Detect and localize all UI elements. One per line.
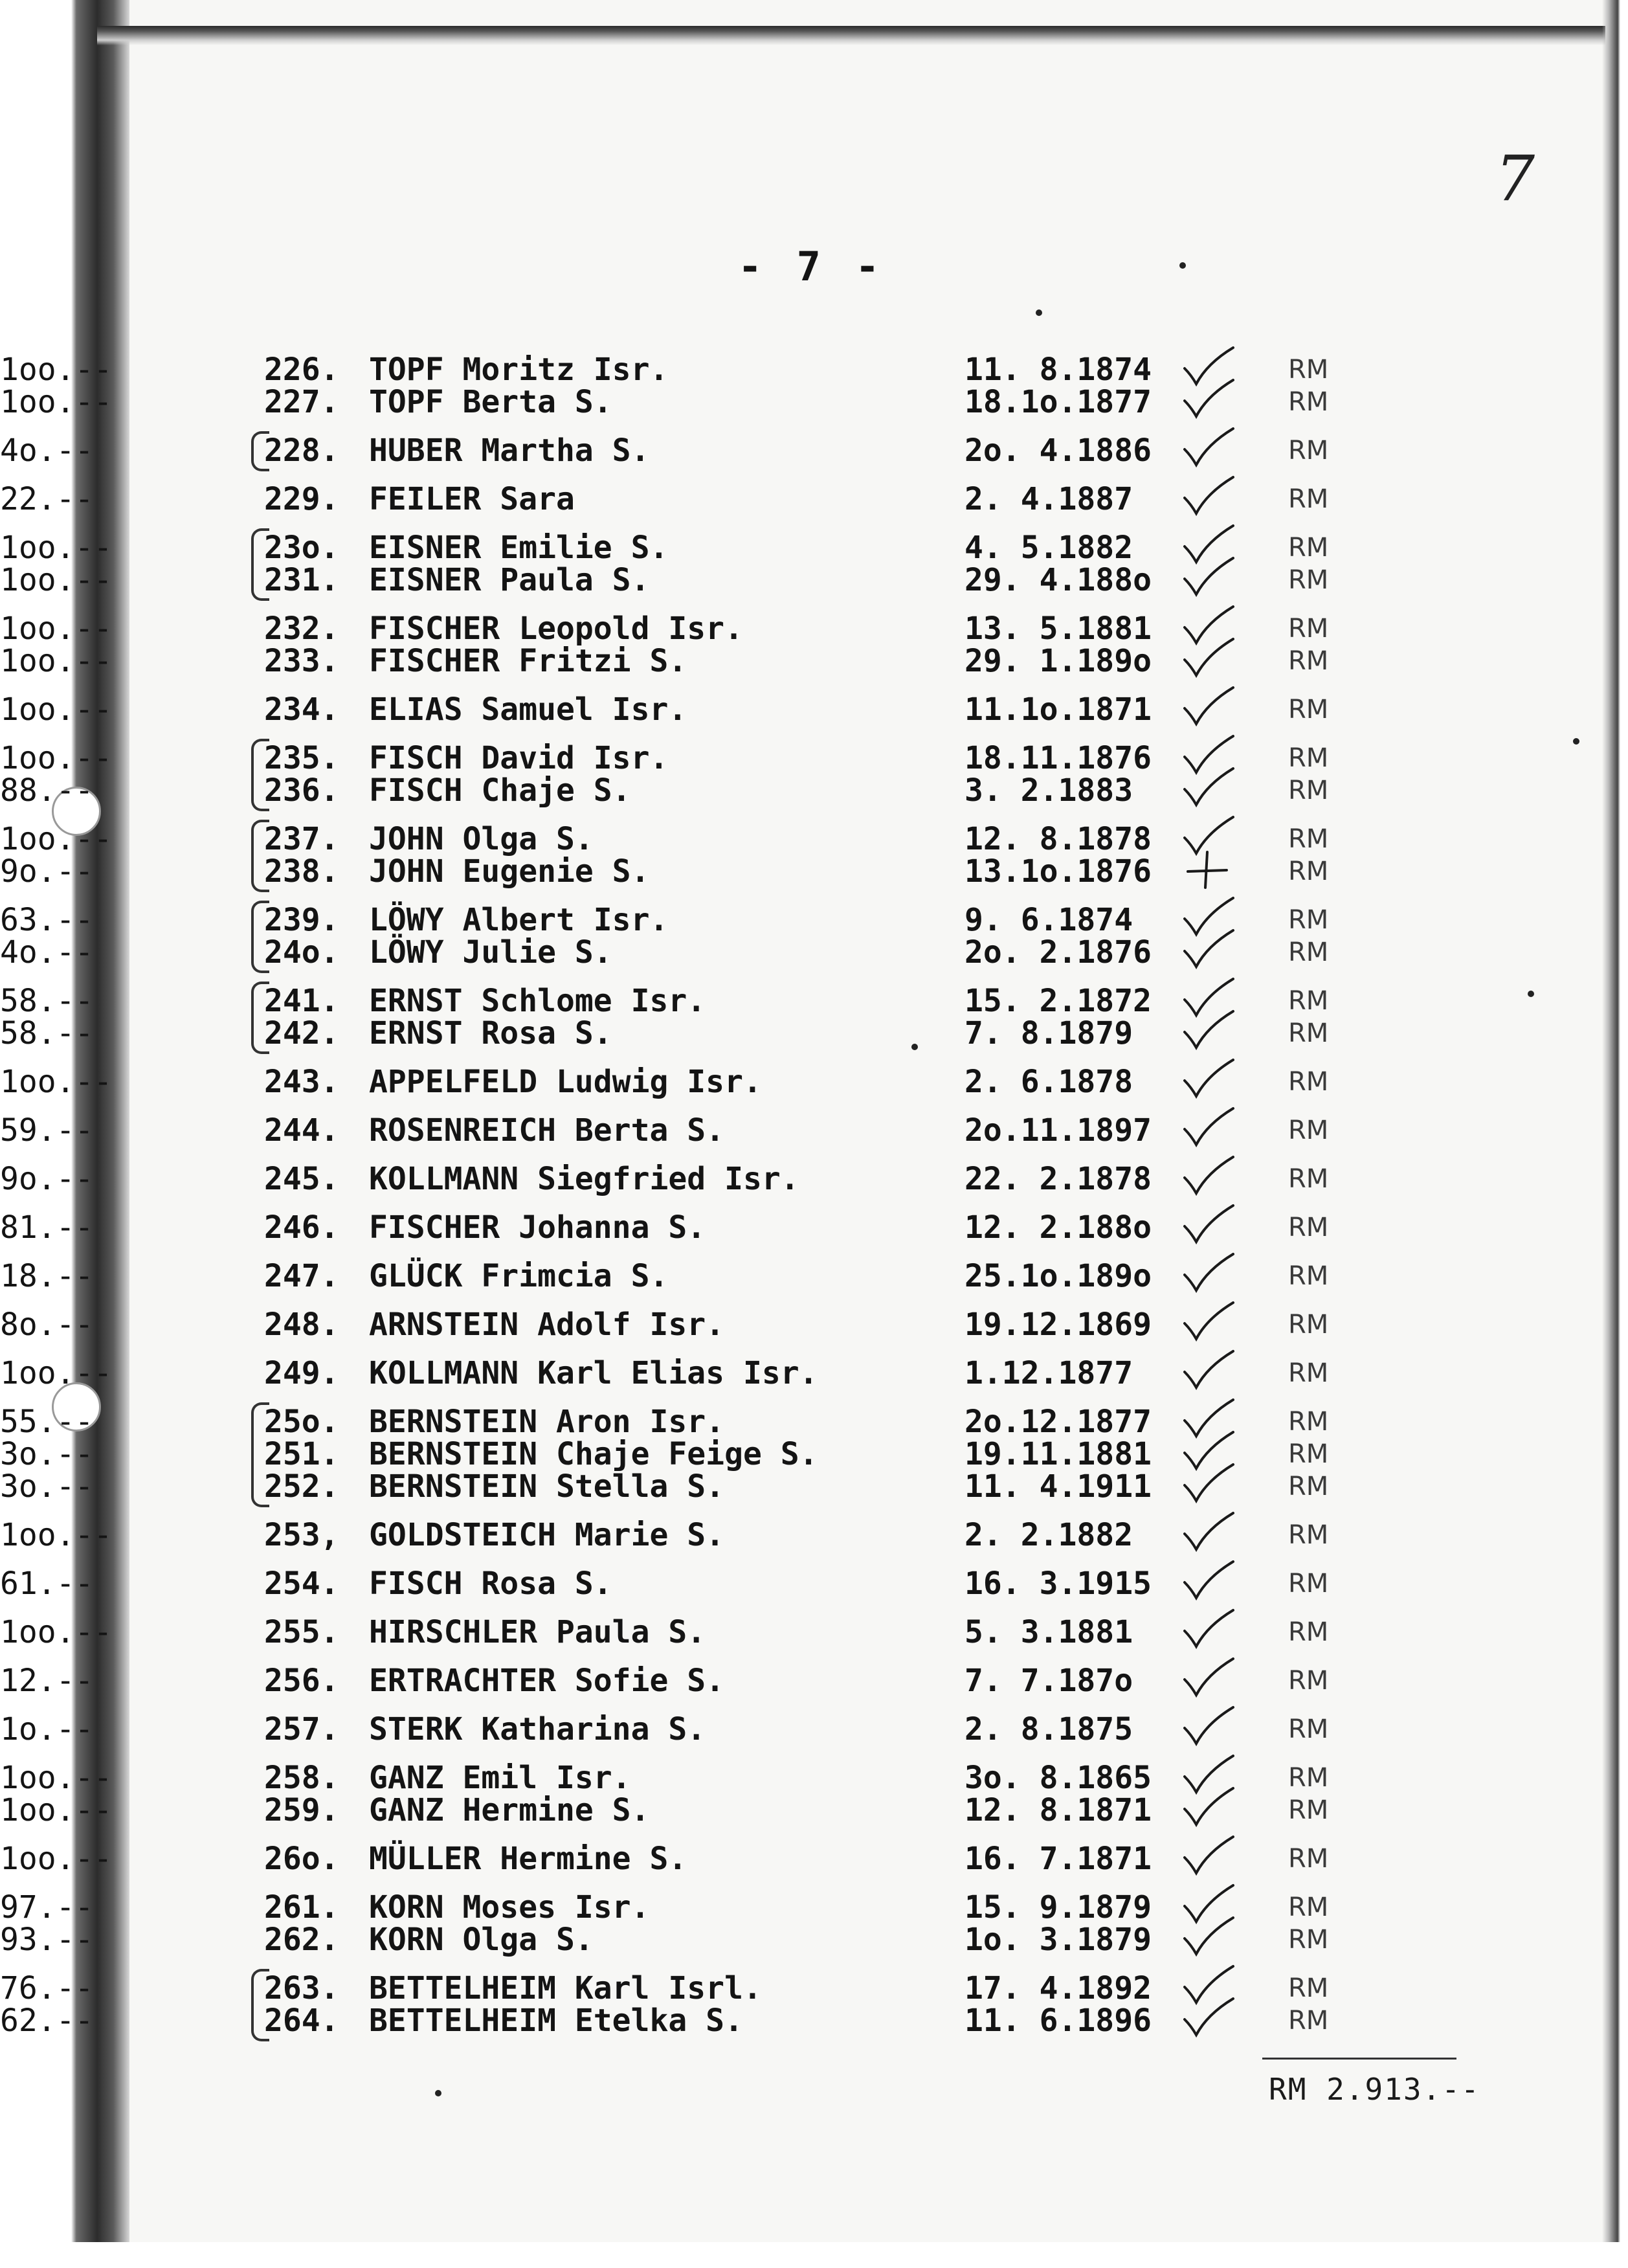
entry-amount: 12.-- xyxy=(0,1663,94,1699)
entry-number: 235. xyxy=(264,740,339,776)
entry-birth-date: 12. 8.1878 xyxy=(965,821,1152,857)
entry-birth-date: 25.1o.189o xyxy=(965,1258,1152,1294)
entry-birth-date: 29. 4.188o xyxy=(965,562,1152,598)
list-item xyxy=(0,385,1628,419)
handwritten-check-icon xyxy=(1178,1250,1236,1296)
entry-name: KORN Moses Isr. xyxy=(369,1889,650,1926)
entry-currency: RM xyxy=(1288,436,1329,466)
list-item xyxy=(0,1211,1628,1244)
list-item xyxy=(0,531,1628,565)
entry-currency: RM xyxy=(1288,1164,1329,1194)
list-item xyxy=(0,822,1628,856)
entry-name: GANZ Emil Isr. xyxy=(369,1760,631,1796)
list-item xyxy=(0,353,1628,387)
entry-name: ERNST Rosa S. xyxy=(369,1015,612,1051)
entry-amount: 1oo.-- xyxy=(0,1614,113,1650)
entry-name: KOLLMANN Siegfried Isr. xyxy=(369,1161,799,1197)
handwritten-check-icon xyxy=(1178,1007,1236,1053)
entry-amount: 1oo.-- xyxy=(0,384,113,420)
list-item xyxy=(0,1437,1628,1471)
handwritten-check-icon xyxy=(1178,635,1236,680)
entry-number: 232. xyxy=(264,611,339,647)
handwritten-check-icon xyxy=(1178,1461,1236,1506)
list-item xyxy=(0,855,1628,888)
entry-amount: 9o.-- xyxy=(0,1161,94,1197)
entry-currency: RM xyxy=(1288,938,1329,967)
handwritten-check-icon xyxy=(1178,425,1236,470)
list-item xyxy=(0,1162,1628,1196)
sum-line xyxy=(1262,2058,1456,2060)
handwritten-check-icon xyxy=(1178,1509,1236,1555)
entry-name: FISCH Rosa S. xyxy=(369,1566,612,1602)
entry-amount: 55.-- xyxy=(0,1404,94,1440)
entry-number: 236. xyxy=(264,772,339,809)
entry-amount: 1oo.-- xyxy=(0,611,113,647)
handwritten-check-icon xyxy=(1178,1703,1236,1749)
list-item xyxy=(0,1664,1628,1698)
list-item xyxy=(0,741,1628,775)
entry-name: HIRSCHLER Paula S. xyxy=(369,1614,706,1650)
entry-amount: 1oo.-- xyxy=(0,1760,113,1796)
entry-birth-date: 11. 6.1896 xyxy=(965,2003,1152,2039)
entry-name: STERK Katharina S. xyxy=(369,1711,706,1747)
entry-birth-date: 29. 1.189o xyxy=(965,643,1152,679)
entry-birth-date: 13.1o.1876 xyxy=(965,853,1152,890)
entry-birth-date: 12. 8.1871 xyxy=(965,1792,1152,1828)
entry-currency: RM xyxy=(1288,2006,1329,2036)
entry-number: 25o. xyxy=(264,1404,339,1440)
entry-birth-date: 11. 8.1874 xyxy=(965,352,1152,388)
entry-currency: RM xyxy=(1288,355,1329,385)
entry-amount: 1oo.-- xyxy=(0,562,113,598)
entry-name: KOLLMANN Karl Elias Isr. xyxy=(369,1355,818,1391)
top-edge-shadow xyxy=(97,26,1605,45)
entry-amount: 1oo.-- xyxy=(0,821,113,857)
handwritten-check-icon xyxy=(1178,1784,1236,1830)
list-item xyxy=(0,1923,1628,1957)
list-item xyxy=(0,434,1628,467)
page-number: - 7 - xyxy=(738,243,885,290)
list-item xyxy=(0,1615,1628,1649)
entry-number: 256. xyxy=(264,1663,339,1699)
entry-number: 226. xyxy=(264,352,339,388)
entry-birth-date: 16. 3.1915 xyxy=(965,1566,1152,1602)
entry-currency: RM xyxy=(1288,1714,1329,1744)
entry-amount: 76.-- xyxy=(0,1970,94,2006)
entry-name: BETTELHEIM Karl Isrl. xyxy=(369,1970,762,2006)
entry-number: 248. xyxy=(264,1307,339,1343)
entry-number: 255. xyxy=(264,1614,339,1650)
handwritten-bracket xyxy=(251,528,269,601)
entry-birth-date: 1o. 3.1879 xyxy=(965,1922,1152,1958)
entry-currency: RM xyxy=(1288,1795,1329,1825)
list-item xyxy=(0,1356,1628,1390)
list-item xyxy=(0,2004,1628,2038)
entry-number: 245. xyxy=(264,1161,339,1197)
handwritten-check-icon xyxy=(1178,765,1236,810)
entry-name: TOPF Moritz Isr. xyxy=(369,352,669,388)
entry-amount: 8o.-- xyxy=(0,1307,94,1343)
handwritten-bracket xyxy=(251,431,269,471)
list-item xyxy=(0,1712,1628,1746)
entry-birth-date: 5. 3.1881 xyxy=(965,1614,1133,1650)
entry-number: 247. xyxy=(264,1258,339,1294)
handwritten-bracket xyxy=(251,901,269,973)
entry-amount: 3o.-- xyxy=(0,1468,94,1505)
handwritten-check-icon xyxy=(1178,684,1236,729)
list-item xyxy=(0,693,1628,726)
entry-birth-date: 17. 4.1892 xyxy=(965,1970,1152,2006)
entry-number: 238. xyxy=(264,853,339,890)
ink-speck xyxy=(435,2090,441,2096)
entry-currency: RM xyxy=(1288,533,1329,563)
entry-name: ELIAS Samuel Isr. xyxy=(369,691,687,728)
entry-name: TOPF Berta S. xyxy=(369,384,612,420)
entry-name: JOHN Olga S. xyxy=(369,821,594,857)
entry-name: BETTELHEIM Etelka S. xyxy=(369,2003,743,2039)
entry-currency: RM xyxy=(1288,743,1329,773)
ink-speck xyxy=(1036,309,1042,316)
list-item xyxy=(0,1470,1628,1503)
list-item xyxy=(0,1016,1628,1050)
entry-currency: RM xyxy=(1288,1472,1329,1501)
entry-name: JOHN Eugenie S. xyxy=(369,853,650,890)
entry-amount: 4o.-- xyxy=(0,432,94,469)
entry-birth-date: 19.12.1869 xyxy=(965,1307,1152,1343)
entry-birth-date: 2. 8.1875 xyxy=(965,1711,1133,1747)
entry-number: 252. xyxy=(264,1468,339,1505)
entry-birth-date: 2. 4.1887 xyxy=(965,481,1133,517)
list-item xyxy=(0,936,1628,969)
entry-amount: 1oo.-- xyxy=(0,530,113,566)
entry-amount: 4o.-- xyxy=(0,934,94,971)
entry-currency: RM xyxy=(1288,1892,1329,1922)
entry-amount: 1oo.-- xyxy=(0,1064,113,1100)
bottom-edge xyxy=(0,2242,1628,2268)
handwritten-check-icon xyxy=(1178,473,1236,519)
entry-name: KORN Olga S. xyxy=(369,1922,594,1958)
handwritten-bracket xyxy=(251,739,269,811)
entry-birth-date: 11. 4.1911 xyxy=(965,1468,1152,1505)
entry-birth-date: 2. 2.1882 xyxy=(965,1517,1133,1553)
handwritten-check-icon xyxy=(1178,1995,1236,2040)
entry-currency: RM xyxy=(1288,1520,1329,1550)
list-item xyxy=(0,984,1628,1018)
entry-birth-date: 12. 2.188o xyxy=(965,1209,1152,1246)
entry-amount: 59.-- xyxy=(0,1112,94,1149)
entry-name: LÖWY Julie S. xyxy=(369,934,612,971)
entry-name: FEILER Sara xyxy=(369,481,575,517)
handwritten-check-icon xyxy=(1178,1558,1236,1603)
entry-number: 249. xyxy=(264,1355,339,1391)
entry-number: 264. xyxy=(264,2003,339,2039)
entry-currency: RM xyxy=(1288,1407,1329,1437)
entry-currency: RM xyxy=(1288,824,1329,854)
entry-name: FISCHER Johanna S. xyxy=(369,1209,706,1246)
list-item xyxy=(0,482,1628,516)
entry-birth-date: 2o.11.1897 xyxy=(965,1112,1152,1149)
handwritten-bracket xyxy=(251,982,269,1054)
list-item xyxy=(0,1259,1628,1293)
entry-birth-date: 1.12.1877 xyxy=(965,1355,1133,1391)
list-item xyxy=(0,563,1628,597)
entry-number: 253, xyxy=(264,1517,339,1553)
entry-number: 257. xyxy=(264,1711,339,1747)
entry-amount: 97.-- xyxy=(0,1889,94,1926)
entry-number: 259. xyxy=(264,1792,339,1828)
entry-name: BERNSTEIN Aron Isr. xyxy=(369,1404,725,1440)
entry-amount: 18.-- xyxy=(0,1258,94,1294)
entry-birth-date: 13. 5.1881 xyxy=(965,611,1152,647)
entry-currency: RM xyxy=(1288,1116,1329,1145)
entry-name: ROSENREICH Berta S. xyxy=(369,1112,725,1149)
entry-currency: RM xyxy=(1288,1067,1329,1097)
entry-number: 258. xyxy=(264,1760,339,1796)
entry-amount: 1oo.-- xyxy=(0,1841,113,1877)
entry-name: BERNSTEIN Chaje Feige S. xyxy=(369,1436,818,1472)
entry-name: FISCHER Fritzi S. xyxy=(369,643,687,679)
entry-name: GOLDSTEICH Marie S. xyxy=(369,1517,725,1553)
entry-birth-date: 19.11.1881 xyxy=(965,1436,1152,1472)
list-item xyxy=(0,903,1628,937)
entry-name: HUBER Martha S. xyxy=(369,432,650,469)
entry-amount: 1oo.-- xyxy=(0,691,113,728)
list-item xyxy=(0,1971,1628,2005)
entry-currency: RM xyxy=(1288,1018,1329,1048)
entry-currency: RM xyxy=(1288,1439,1329,1469)
entry-currency: RM xyxy=(1288,1213,1329,1242)
entry-currency: RM xyxy=(1288,1569,1329,1599)
entry-currency: RM xyxy=(1288,1310,1329,1340)
entry-currency: RM xyxy=(1288,695,1329,724)
total-amount: RM 2.913.-- xyxy=(1269,2072,1480,2107)
entry-name: FISCHER Leopold Isr. xyxy=(369,611,743,647)
entry-number: 263. xyxy=(264,1970,339,2006)
entry-currency: RM xyxy=(1288,986,1329,1016)
entry-birth-date: 16. 7.1871 xyxy=(965,1841,1152,1877)
entry-birth-date: 9. 6.1874 xyxy=(965,902,1133,938)
handwritten-check-icon xyxy=(1178,1299,1236,1344)
entry-number: 246. xyxy=(264,1209,339,1246)
entry-name: EISNER Emilie S. xyxy=(369,530,669,566)
entry-number: 237. xyxy=(264,821,339,857)
handwritten-check-icon xyxy=(1178,1606,1236,1652)
entry-birth-date: 7. 7.187o xyxy=(965,1663,1133,1699)
handwritten-bracket xyxy=(251,1402,269,1507)
entry-birth-date: 2o. 4.1886 xyxy=(965,432,1152,469)
handwritten-check-icon xyxy=(1178,1833,1236,1878)
entry-birth-date: 2. 6.1878 xyxy=(965,1064,1133,1100)
list-item xyxy=(0,1308,1628,1342)
entry-currency: RM xyxy=(1288,1973,1329,2003)
entry-currency: RM xyxy=(1288,1844,1329,1874)
entry-currency: RM xyxy=(1288,905,1329,935)
entry-name: GANZ Hermine S. xyxy=(369,1792,650,1828)
entry-name: GLÜCK Frimcia S. xyxy=(369,1258,669,1294)
entry-amount: 3o.-- xyxy=(0,1436,94,1472)
handwritten-bracket xyxy=(251,820,269,892)
entry-number: 242. xyxy=(264,1015,339,1051)
entry-amount: 61.-- xyxy=(0,1566,94,1602)
entry-name: ERNST Schlome Isr. xyxy=(369,983,706,1019)
handwritten-check-icon xyxy=(1178,1914,1236,1959)
entry-number: 241. xyxy=(264,983,339,1019)
entry-number: 244. xyxy=(264,1112,339,1149)
entry-currency: RM xyxy=(1288,1763,1329,1793)
entry-number: 228. xyxy=(264,432,339,469)
entry-amount: 1oo.-- xyxy=(0,352,113,388)
handwritten-check-icon xyxy=(1178,926,1236,972)
entry-currency: RM xyxy=(1288,565,1329,595)
entry-amount: 1oo.-- xyxy=(0,740,113,776)
entry-currency: RM xyxy=(1288,1261,1329,1291)
entry-number: 243. xyxy=(264,1064,339,1100)
entry-currency: RM xyxy=(1288,646,1329,676)
entry-amount: 1oo.-- xyxy=(0,1792,113,1828)
entry-number: 229. xyxy=(264,481,339,517)
handwritten-page-mark: 7 xyxy=(1495,142,1535,215)
entry-birth-date: 3. 2.1883 xyxy=(965,772,1133,809)
list-item xyxy=(0,1518,1628,1552)
entry-name: BERNSTEIN Stella S. xyxy=(369,1468,725,1505)
entry-amount: 88.-- xyxy=(0,772,94,809)
entry-number: 254. xyxy=(264,1566,339,1602)
entry-currency: RM xyxy=(1288,484,1329,514)
list-item xyxy=(0,1114,1628,1147)
entry-number: 26o. xyxy=(264,1841,339,1877)
list-item xyxy=(0,644,1628,678)
entry-name: ARNSTEIN Adolf Isr. xyxy=(369,1307,725,1343)
entry-name: ERTRACHTER Sofie S. xyxy=(369,1663,725,1699)
handwritten-check-icon xyxy=(1178,376,1236,421)
entry-number: 23o. xyxy=(264,530,339,566)
entry-amount: 1oo.-- xyxy=(0,1517,113,1553)
entry-currency: RM xyxy=(1288,1666,1329,1696)
handwritten-check-icon xyxy=(1178,1347,1236,1393)
entry-amount: 81.-- xyxy=(0,1209,94,1246)
list-item xyxy=(0,1065,1628,1099)
entry-birth-date: 15. 2.1872 xyxy=(965,983,1152,1019)
entry-currency: RM xyxy=(1288,614,1329,644)
entry-amount: 1o.-- xyxy=(0,1711,94,1747)
handwritten-check-icon xyxy=(1178,1105,1236,1150)
list-item xyxy=(0,1891,1628,1924)
entry-birth-date: 18.11.1876 xyxy=(965,740,1152,776)
handwritten-bracket xyxy=(251,1969,269,2041)
entry-birth-date: 7. 8.1879 xyxy=(965,1015,1133,1051)
entry-birth-date: 2o. 2.1876 xyxy=(965,934,1152,971)
entry-currency: RM xyxy=(1288,1358,1329,1388)
entry-birth-date: 2o.12.1877 xyxy=(965,1404,1152,1440)
entry-currency: RM xyxy=(1288,857,1329,886)
list-item xyxy=(0,1793,1628,1827)
entry-name: LÖWY Albert Isr. xyxy=(369,902,669,938)
list-item xyxy=(0,1842,1628,1876)
entry-amount: 63.-- xyxy=(0,902,94,938)
list-item xyxy=(0,612,1628,646)
list-item xyxy=(0,1567,1628,1600)
entry-currency: RM xyxy=(1288,776,1329,805)
entry-amount: 9o.-- xyxy=(0,853,94,890)
entry-amount: 58.-- xyxy=(0,1015,94,1051)
entry-amount: 93.-- xyxy=(0,1922,94,1958)
handwritten-check-icon xyxy=(1178,1153,1236,1198)
entry-number: 251. xyxy=(264,1436,339,1472)
entry-amount: 62.-- xyxy=(0,2003,94,2039)
entry-name: EISNER Paula S. xyxy=(369,562,650,598)
list-item xyxy=(0,1405,1628,1439)
entry-name: MÜLLER Hermine S. xyxy=(369,1841,687,1877)
entry-number: 233. xyxy=(264,643,339,679)
entry-birth-date: 15. 9.1879 xyxy=(965,1889,1152,1926)
entry-birth-date: 22. 2.1878 xyxy=(965,1161,1152,1197)
list-item xyxy=(0,1761,1628,1795)
entry-name: APPELFELD Ludwig Isr. xyxy=(369,1064,762,1100)
entry-number: 24o. xyxy=(264,934,339,971)
entry-amount: 1oo.-- xyxy=(0,1355,113,1391)
entry-birth-date: 11.1o.1871 xyxy=(965,691,1152,728)
handwritten-check-icon xyxy=(1178,554,1236,600)
list-item xyxy=(0,774,1628,807)
entry-birth-date: 18.1o.1877 xyxy=(965,384,1152,420)
entry-number: 227. xyxy=(264,384,339,420)
entry-birth-date: 4. 5.1882 xyxy=(965,530,1133,566)
entry-amount: 58.-- xyxy=(0,983,94,1019)
entry-number: 261. xyxy=(264,1889,339,1926)
handwritten-check-icon xyxy=(1178,1056,1236,1101)
entry-name: FISCH Chaje S. xyxy=(369,772,631,809)
entry-birth-date: 3o. 8.1865 xyxy=(965,1760,1152,1796)
entry-amount: 22.-- xyxy=(0,481,94,517)
entry-currency: RM xyxy=(1288,1925,1329,1955)
ink-speck xyxy=(1179,262,1186,269)
entry-number: 262. xyxy=(264,1922,339,1958)
handwritten-check-icon xyxy=(1178,1655,1236,1700)
entry-number: 239. xyxy=(264,902,339,938)
entry-number: 234. xyxy=(264,691,339,728)
handwritten-check-icon xyxy=(1178,1202,1236,1247)
entry-number: 231. xyxy=(264,562,339,598)
entry-currency: RM xyxy=(1288,1617,1329,1647)
handwritten-cross-icon xyxy=(1178,846,1236,891)
entry-amount: 1oo.-- xyxy=(0,643,113,679)
entry-name: FISCH David Isr. xyxy=(369,740,669,776)
entry-currency: RM xyxy=(1288,387,1329,417)
